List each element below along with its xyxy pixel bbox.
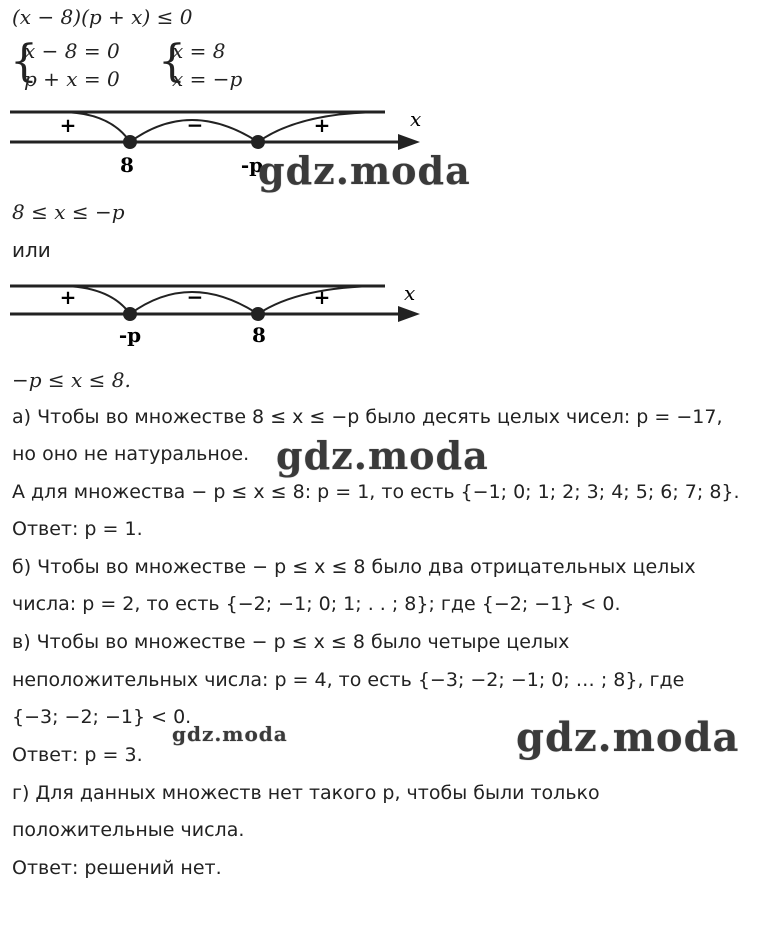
part-c-line-2: неположительных числа: p = 4, то есть {−3; −2; −1; 0; … ; 8}, где [12,669,685,691]
number-line-2 [0,282,440,362]
part-a-line-1: а) Чтобы во множестве 8 ≤ x ≤ −p было десять целых чисел: p = −17, [12,406,723,428]
part-c-answer: Ответ: p = 3. [12,744,143,766]
sign-label: + [59,113,77,137]
inequality-case-2: −p ≤ x ≤ 8. [12,368,131,392]
watermark: gdz.moda [516,714,740,761]
point-marker [251,135,265,149]
inequality-main: (x − 8)(p + x) ≤ 0 [12,5,193,29]
part-b-line-1: б) Чтобы во множестве − p ≤ x ≤ 8 было два отрицательных целых [12,556,696,578]
inequality-case-1: 8 ≤ x ≤ −p [12,200,125,224]
axis-label: x [410,108,422,131]
point-marker [251,307,265,321]
part-c-line-3: {−3; −2; −1} < 0. [12,706,192,728]
part-c-line-1: в) Чтобы во множестве − p ≤ x ≤ 8 было четыре целых [12,631,570,653]
system-right-eq1: x = 8 [172,39,226,63]
part-a-answer: Ответ: p = 1. [12,518,143,540]
part-a-line-2: но оно не натуральное. [12,443,250,465]
axis-arrow-icon [398,306,420,322]
sign-label: − [186,285,204,309]
part-d-line-1: г) Для данных множеств нет такого p, чтобы были только [12,782,600,804]
sign-label: + [59,285,77,309]
brace-right-icon: { [158,36,186,87]
point-label: 8 [252,323,266,347]
watermark: gdz.moda [258,148,471,193]
part-d-line-2: положительные числа. [12,819,245,841]
point-marker [123,135,137,149]
sign-label: + [313,113,331,137]
sign-label: + [313,285,331,309]
sign-label: − [186,113,204,137]
watermark: gdz.moda [172,722,288,746]
or-text: или [12,238,51,262]
axis-label: x [404,282,416,305]
point-label: -p [240,153,264,177]
system-left-eq1: x − 8 = 0 [24,39,120,63]
part-d-answer: Ответ: решений нет. [12,857,222,879]
part-a-line-3: А для множества − p ≤ x ≤ 8: p = 1, то есть {−1; 0; 1; 2; 3; 4; 5; 6; 7; 8}. [12,481,740,503]
point-label: -p [118,323,142,347]
brace-left-icon: { [10,36,38,87]
part-b-line-2: числа: p = 2, то есть {−2; −1; 0; 1; . . ; 8}; где {−2; −1} < 0. [12,593,621,615]
watermark: gdz.moda [276,433,489,478]
point-label: 8 [120,153,134,177]
system-left-eq2: p + x = 0 [24,67,120,91]
point-marker [123,307,137,321]
system-right-eq2: x = −p [172,67,243,91]
